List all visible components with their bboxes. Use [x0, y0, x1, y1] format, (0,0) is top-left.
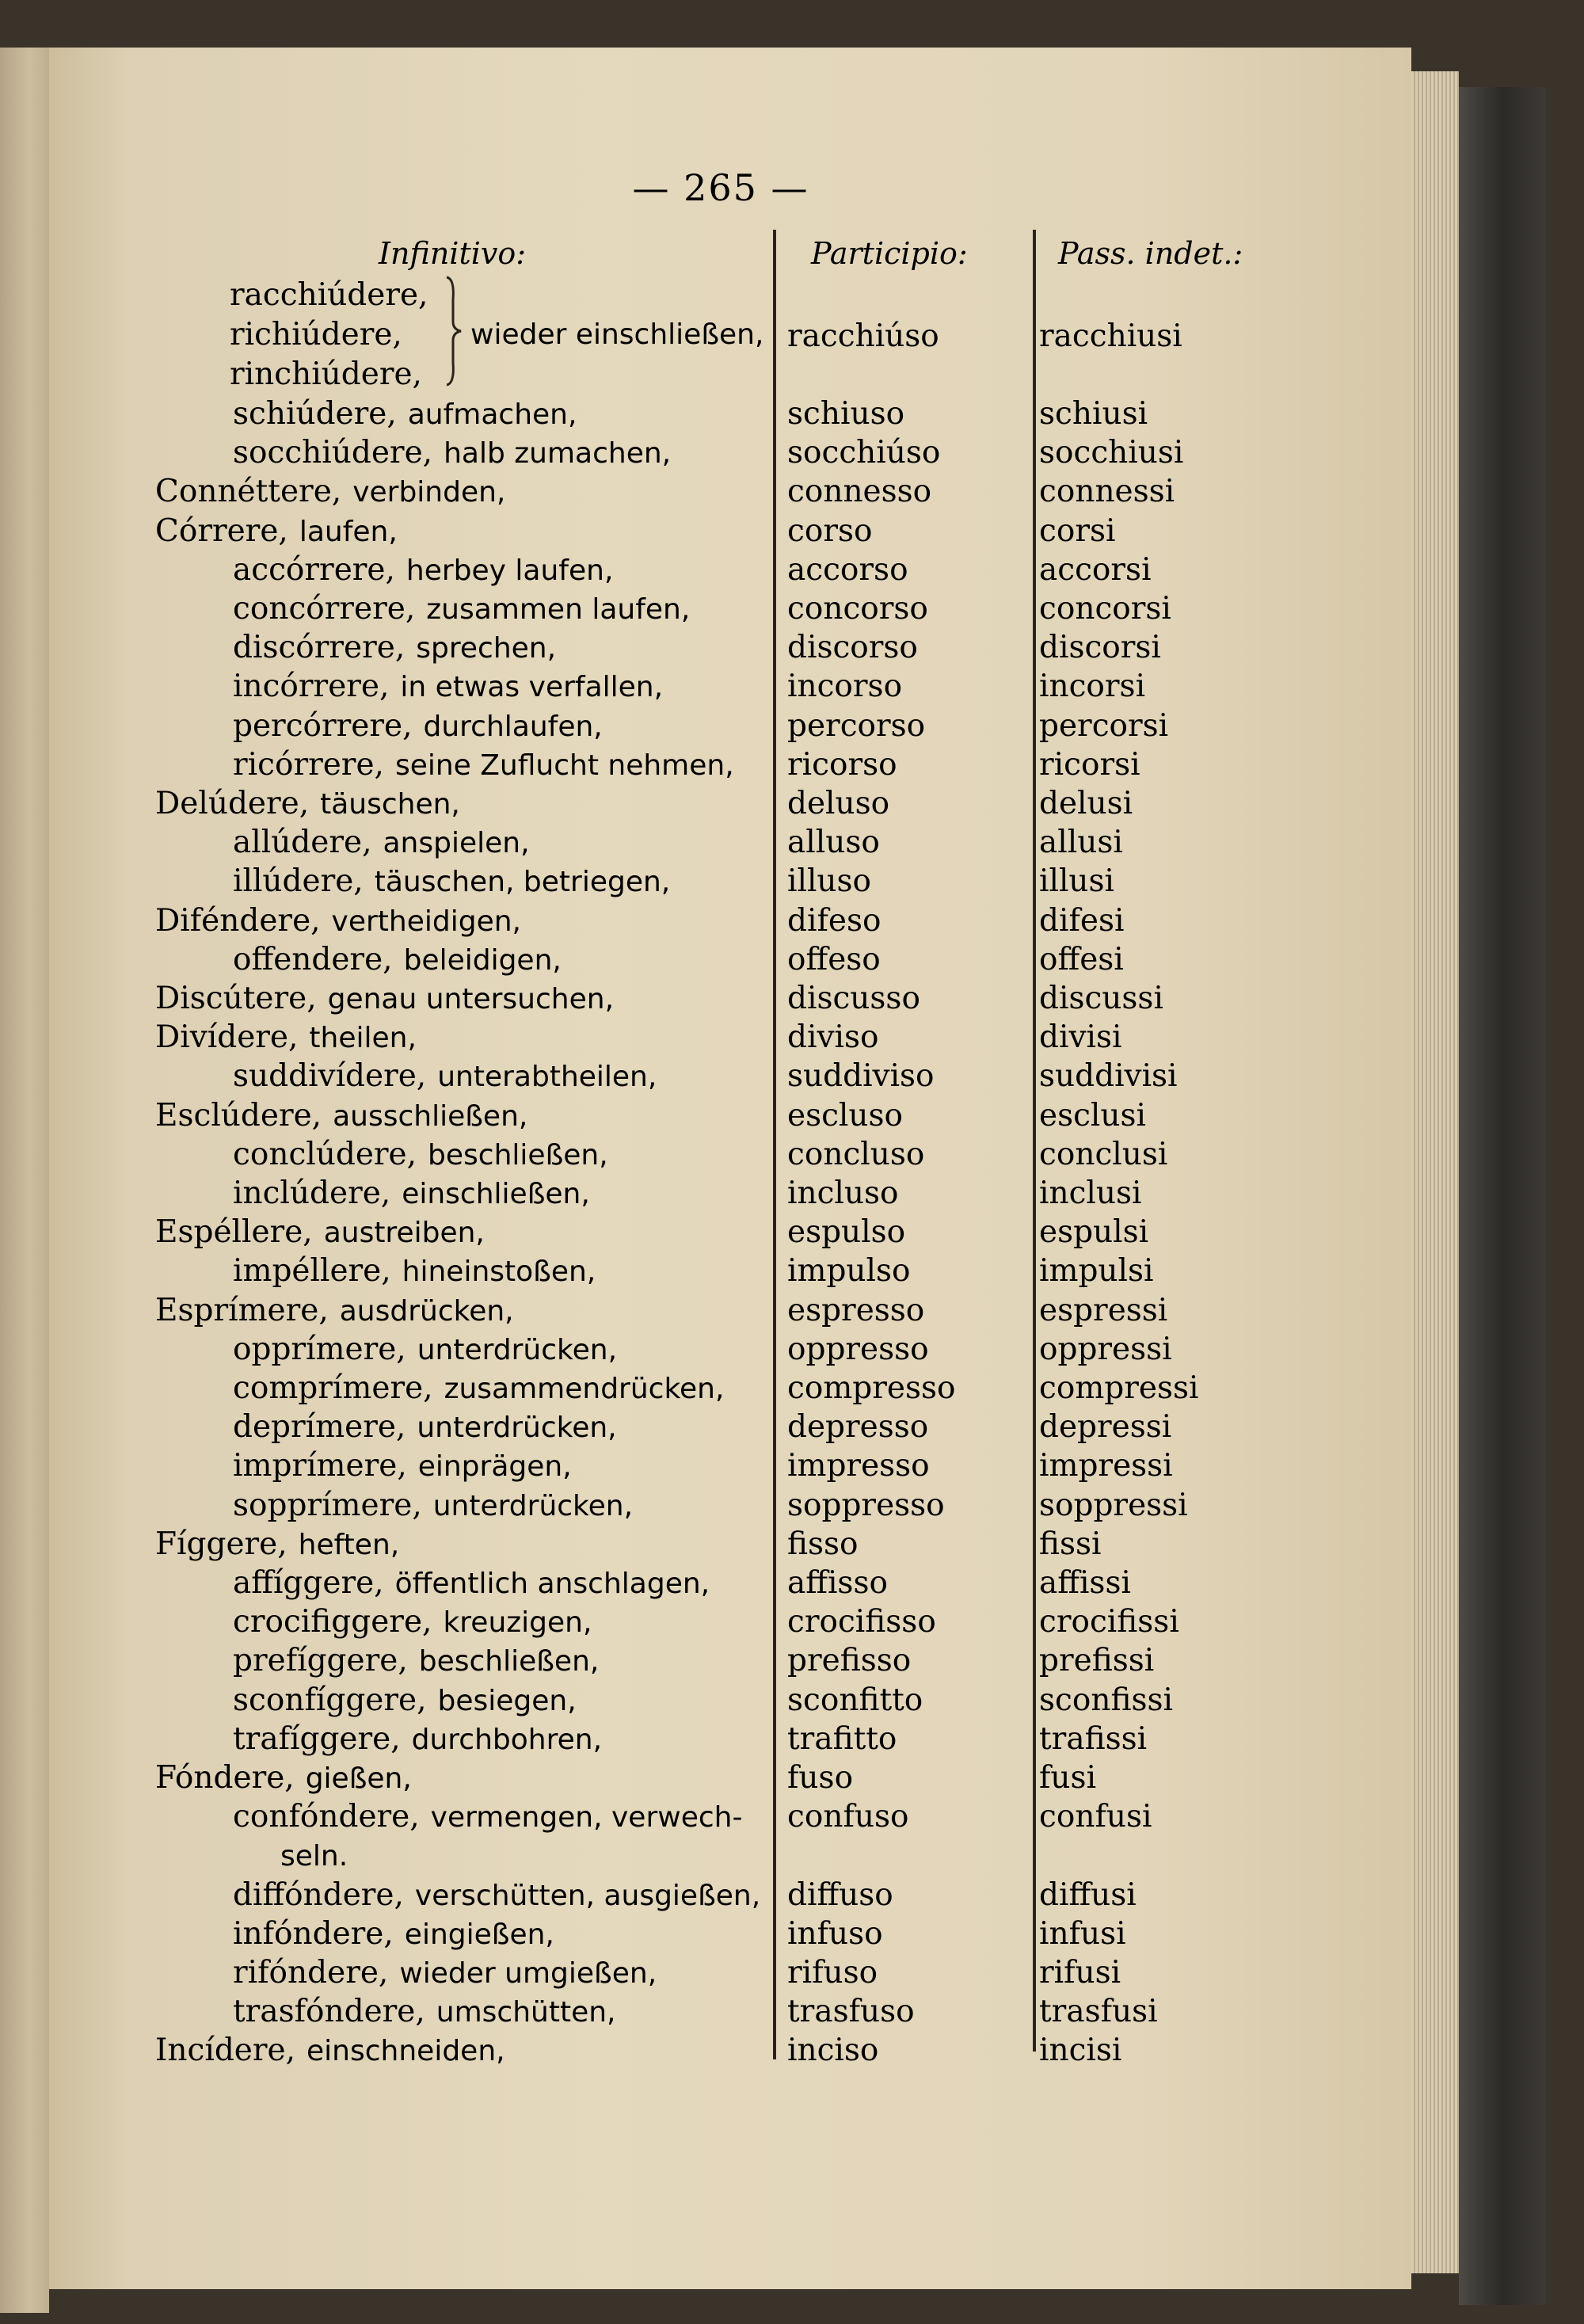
row-infinitive: Diféndere, vertheidigen, [155, 903, 521, 939]
group-verb-1: racchiúdere, [230, 277, 428, 313]
row-participio: incluso [787, 1175, 899, 1211]
row-german-meaning: seln. [280, 1840, 348, 1873]
row-pass-indet: suddivisi [1039, 1058, 1178, 1094]
row-pass-indet: schiusi [1039, 396, 1148, 432]
row-infinitive: crocifiggere, kreuzigen, [233, 1604, 592, 1640]
row-participio: concorso [787, 591, 928, 627]
row-infinitive: Esprímere, ausdrücken, [155, 1293, 514, 1328]
row-infinitive: Fíggere, heften, [155, 1526, 400, 1562]
row-pass-indet: percorsi [1039, 708, 1169, 744]
book-cover [1459, 87, 1546, 2305]
row-pass-indet: fusi [1039, 1760, 1097, 1796]
row-infinitive: Delúdere, täuschen, [155, 786, 460, 821]
row-german-meaning: herbey laufen, [406, 554, 614, 587]
row-pass-indet: infusi [1039, 1916, 1126, 1952]
page-block-edges [1411, 71, 1459, 2273]
row-participio: compresso [787, 1370, 956, 1406]
row-pass-indet: depressi [1039, 1409, 1172, 1445]
row-participio: espulso [787, 1214, 906, 1250]
row-german-meaning: aufmachen, [407, 398, 577, 431]
row-pass-indet: delusi [1039, 786, 1133, 821]
row-participio: connesso [787, 474, 932, 509]
row-german-meaning: gießen, [305, 1762, 412, 1795]
row-german-meaning: durchlaufen, [423, 711, 603, 743]
row-german-meaning: einschließen, [402, 1178, 590, 1210]
row-infinitive: Discútere, genau untersuchen, [155, 981, 615, 1016]
row-participio: infuso [787, 1916, 883, 1952]
row-pass-indet: difesi [1039, 903, 1125, 939]
row-german-meaning: umschütten, [436, 1996, 616, 2029]
row-infinitive: socchiúdere, halb zumachen, [233, 435, 672, 471]
row-infinitive: concórrere, zusammen laufen, [233, 591, 691, 627]
row-infinitive: Connéttere, verbinden, [155, 474, 506, 509]
row-german-meaning: zusammendrücken, [444, 1373, 725, 1405]
header-infinitivo: Infinitivo: [379, 236, 527, 271]
row-infinitive: deprímere, unterdrücken, [233, 1409, 617, 1445]
row-participio: crocifisso [787, 1604, 936, 1640]
row-infinitive: inclúdere, einschließen, [233, 1175, 590, 1211]
group-participio: racchiúso [787, 318, 939, 354]
row-infinitive: diffóndere, verschütten, ausgießen, [233, 1877, 761, 1913]
group-verb-2: richiúdere, [230, 317, 402, 352]
row-infinitive: Córrere, laufen, [155, 513, 398, 549]
row-german-meaning: unterdrücken, [432, 1490, 634, 1522]
row-german-meaning: theilen, [309, 1022, 417, 1054]
row-german-meaning: beschließen, [428, 1139, 608, 1172]
row-pass-indet: impressi [1039, 1448, 1173, 1484]
row-infinitive: offendere, beleidigen, [233, 942, 562, 977]
row-german-meaning: halb zumachen, [444, 437, 672, 470]
row-german-meaning: unterdrücken, [417, 1334, 618, 1366]
row-participio: espresso [787, 1293, 925, 1328]
row-participio: prefisso [787, 1643, 912, 1678]
row-pass-indet: impulsi [1039, 1253, 1154, 1289]
row-infinitive: conclúdere, beschließen, [233, 1137, 608, 1172]
row-pass-indet: socchiusi [1039, 435, 1184, 471]
row-participio: schiuso [787, 396, 905, 432]
row-pass-indet: corsi [1039, 513, 1116, 549]
row-german-meaning: sprechen, [416, 632, 557, 665]
row-participio: accorso [787, 552, 908, 588]
row-pass-indet: soppressi [1039, 1488, 1188, 1523]
row-participio: impresso [787, 1448, 930, 1484]
facing-page-edge [0, 48, 49, 2313]
row-infinitive: Espéllere, austreiben, [155, 1214, 485, 1250]
row-pass-indet: compressi [1039, 1370, 1199, 1406]
row-participio: discorso [787, 630, 918, 665]
row-pass-indet: connessi [1039, 474, 1175, 509]
row-german-meaning: eingießen, [404, 1918, 554, 1951]
row-german-meaning: seine Zuflucht nehmen, [394, 749, 734, 782]
row-participio: impulso [787, 1253, 911, 1289]
row-infinitive: Incídere, einschneiden, [155, 2033, 505, 2068]
row-german-meaning: kreuzigen, [443, 1606, 592, 1639]
row-pass-indet: divisi [1039, 1019, 1122, 1055]
row-infinitive: confóndere, vermengen, verwech- [233, 1799, 743, 1834]
row-german-meaning: heften, [298, 1529, 400, 1561]
row-infinitive: discórrere, sprechen, [233, 630, 557, 665]
row-german-meaning: täuschen, [320, 788, 460, 821]
row-infinitive: infóndere, eingießen, [233, 1916, 554, 1952]
row-german-meaning: hineinstoßen, [402, 1255, 596, 1288]
row-participio: trafitto [787, 1721, 897, 1757]
row-infinitive: trafíggere, durchbohren, [233, 1721, 603, 1757]
row-german-meaning: anspielen, [383, 827, 530, 859]
row-infinitive: suddivídere, unterabtheilen, [233, 1058, 657, 1094]
row-pass-indet: incisi [1039, 2033, 1122, 2068]
row-participio: offeso [787, 942, 881, 977]
row-infinitive: comprímere, zusammendrücken, [233, 1370, 725, 1406]
row-participio: confuso [787, 1799, 909, 1834]
page-number: — 265 — [632, 166, 809, 209]
row-infinitive: imprímere, einprägen, [233, 1448, 572, 1484]
row-infinitive: affíggere, öffentlich anschlagen, [233, 1565, 710, 1601]
row-pass-indet: trafissi [1039, 1721, 1148, 1757]
row-participio: socchiúso [787, 435, 941, 471]
column-rule-pass [1033, 230, 1036, 2052]
row-german-meaning: wieder umgießen, [399, 1957, 657, 1990]
row-pass-indet: rifusi [1039, 1955, 1121, 1991]
row-infinitive: sconfíggere, besiegen, [233, 1682, 577, 1718]
row-participio: deluso [787, 786, 890, 821]
row-infinitive: incórrere, in etwas verfallen, [233, 669, 664, 704]
row-participio: affisso [787, 1565, 888, 1601]
row-german-meaning: verbinden, [352, 476, 506, 509]
row-infinitive: prefíggere, beschließen, [233, 1643, 600, 1678]
row-participio: sconfitto [787, 1682, 923, 1718]
row-german-meaning: ausdrücken, [339, 1295, 514, 1328]
row-participio: fuso [787, 1760, 854, 1796]
row-german-meaning: austreiben, [323, 1217, 485, 1249]
row-pass-indet: fissi [1039, 1526, 1102, 1562]
row-pass-indet: affissi [1039, 1565, 1131, 1601]
row-infinitive: Divídere, theilen, [155, 1019, 417, 1055]
row-infinitive: illúdere, täuschen, betriegen, [233, 863, 671, 899]
row-pass-indet: incorsi [1039, 669, 1146, 704]
row-pass-indet: discorsi [1039, 630, 1161, 665]
row-participio: fisso [787, 1526, 859, 1562]
group-verb-3: rinchiúdere, [230, 356, 422, 392]
row-german-meaning: durchbohren, [411, 1724, 603, 1756]
row-pass-indet: oppressi [1039, 1332, 1172, 1367]
row-pass-indet: allusi [1039, 825, 1123, 860]
row-pass-indet: diffusi [1039, 1877, 1137, 1913]
row-infinitive: allúdere, anspielen, [233, 825, 530, 860]
row-infinitive: opprímere, unterdrücken, [233, 1332, 618, 1367]
row-infinitive: sopprímere, unterdrücken, [233, 1488, 634, 1523]
row-pass-indet: prefissi [1039, 1643, 1155, 1678]
row-participio: soppresso [787, 1488, 945, 1523]
row-german-meaning: öffentlich anschlagen, [394, 1568, 710, 1600]
row-german-meaning: vermengen, verwech- [430, 1801, 743, 1834]
row-german-meaning: täuschen, betriegen, [374, 866, 671, 898]
row-participio: difeso [787, 903, 881, 939]
row-pass-indet: sconfissi [1039, 1682, 1173, 1718]
row-infinitive: rifóndere, wieder umgießen, [233, 1955, 657, 1991]
row-participio: rifuso [787, 1955, 878, 1991]
row-pass-indet: crocifissi [1039, 1604, 1179, 1640]
row-participio: depresso [787, 1409, 929, 1445]
row-pass-indet: espressi [1039, 1293, 1168, 1328]
row-german-meaning: beschließen, [418, 1645, 600, 1678]
row-german-meaning: einschneiden, [307, 2035, 505, 2067]
row-participio: discusso [787, 981, 920, 1016]
row-german-meaning: unterabtheilen, [437, 1061, 657, 1093]
row-participio: inciso [787, 2033, 879, 2068]
row-participio: incorso [787, 669, 903, 704]
row-infinitive: schiúdere, aufmachen, [233, 396, 577, 432]
row-infinitive: Esclúdere, ausschließen, [155, 1098, 528, 1133]
row-german-meaning: genau untersuchen, [327, 983, 615, 1015]
row-participio: ricorso [787, 747, 897, 783]
row-german-meaning: in etwas verfallen, [400, 671, 664, 703]
row-participio: diffuso [787, 1877, 893, 1913]
header-participio: Participio: [811, 236, 968, 271]
row-german-meaning: verschütten, ausgießen, [414, 1880, 761, 1912]
row-german-meaning: zusammen laufen, [426, 593, 691, 626]
row-pass-indet: offesi [1039, 942, 1124, 977]
row-pass-indet: concorsi [1039, 591, 1171, 627]
row-german-meaning: beleidigen, [403, 944, 562, 977]
row-participio: trasfuso [787, 1994, 915, 2029]
group-pass: racchiusi [1039, 318, 1182, 354]
row-pass-indet: accorsi [1039, 552, 1152, 588]
row-german-meaning: besiegen, [437, 1685, 577, 1717]
row-pass-indet: espulsi [1039, 1214, 1149, 1250]
row-infinitive [280, 1838, 348, 1873]
row-participio: diviso [787, 1019, 879, 1055]
row-pass-indet: confusi [1039, 1799, 1152, 1834]
header-pass-indet: Pass. indet.: [1058, 236, 1243, 271]
row-pass-indet: esclusi [1039, 1098, 1147, 1133]
row-infinitive: accórrere, herbey laufen, [233, 552, 614, 588]
group-meaning: wieder einschließen, [470, 318, 764, 351]
row-infinitive: impéllere, hineinstoßen, [233, 1253, 596, 1289]
row-german-meaning: unterdrücken, [417, 1412, 617, 1444]
row-participio: illuso [787, 863, 872, 899]
row-infinitive: Fóndere, gießen, [155, 1760, 412, 1796]
column-rule-participio [773, 230, 776, 2059]
row-pass-indet: inclusi [1039, 1175, 1142, 1211]
row-german-meaning: vertheidigen, [331, 905, 521, 938]
row-german-meaning: laufen, [299, 516, 398, 548]
row-infinitive: trasfóndere, umschütten, [233, 1994, 616, 2029]
row-participio: suddiviso [787, 1058, 935, 1094]
brace-glyph [444, 276, 463, 387]
row-pass-indet: conclusi [1039, 1137, 1168, 1172]
row-german-meaning: einprägen, [417, 1450, 572, 1483]
row-infinitive: percórrere, durchlaufen, [233, 708, 603, 744]
row-pass-indet: trasfusi [1039, 1994, 1158, 2029]
row-pass-indet: discussi [1039, 981, 1163, 1016]
row-participio: alluso [787, 825, 880, 860]
row-participio: oppresso [787, 1332, 929, 1367]
row-pass-indet: illusi [1039, 863, 1115, 899]
row-participio: concluso [787, 1137, 925, 1172]
row-infinitive: ricórrere, seine Zuflucht nehmen, [233, 747, 734, 783]
row-german-meaning: ausschließen, [333, 1100, 528, 1133]
row-participio: escluso [787, 1098, 904, 1133]
row-participio: corso [787, 513, 873, 549]
row-participio: percorso [787, 708, 926, 744]
row-pass-indet: ricorsi [1039, 747, 1140, 783]
